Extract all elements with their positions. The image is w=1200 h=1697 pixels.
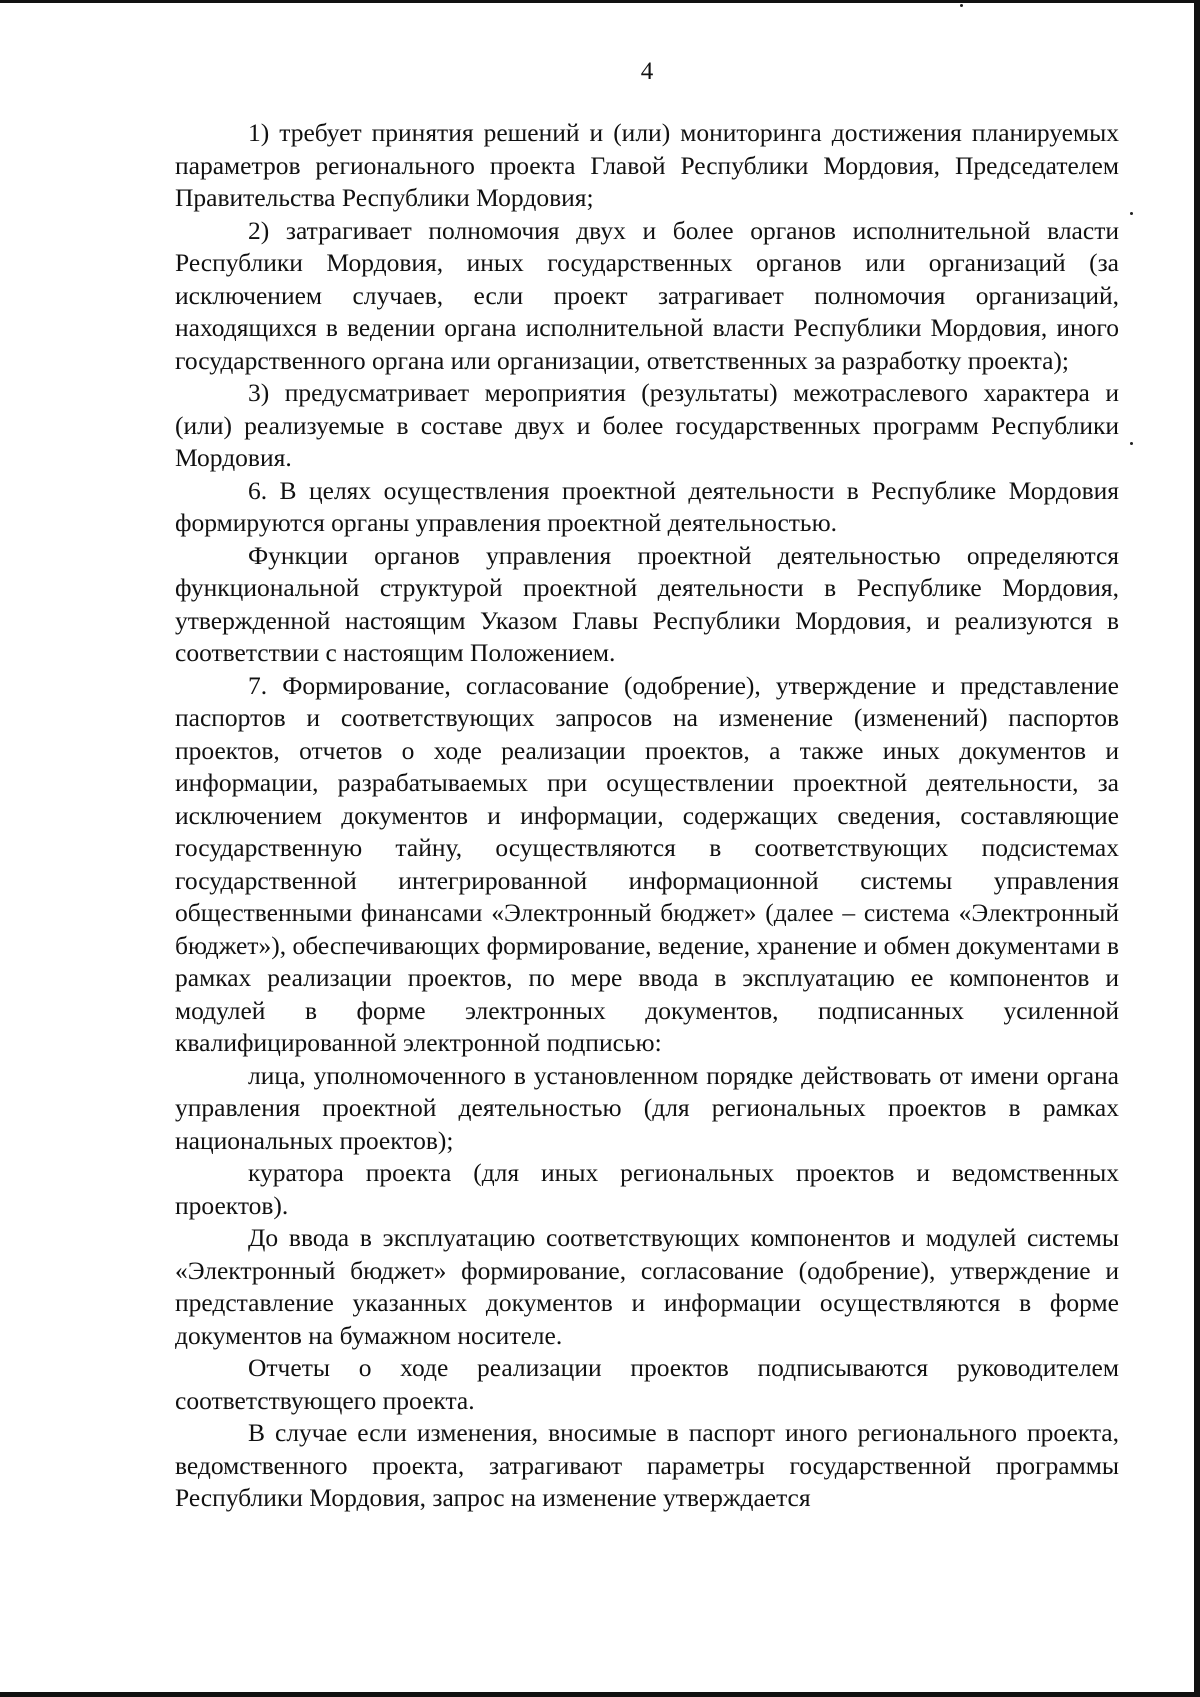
page-number: 4 xyxy=(640,58,654,85)
paragraph-authorized-person: лица, уполномоченного в установленном порядке действовать от имени органа управления проектной деятельностью (для региональных проектов в рамках национальных проектов); xyxy=(175,1060,1119,1155)
scan-speck xyxy=(960,4,963,7)
paragraph-reports: Отчеты о ходе реализации проектов подписываются руководителем соответствующего проекта. xyxy=(175,1353,1119,1415)
scan-speck xyxy=(1130,442,1133,445)
paragraph-functions: Функции органов управления проектной деятельностью определяются функциональной структурой проектной деятельности в Республике Мордовия, утвержденной настоящим Указом Главы Республики Мордовия, и реализуются в соответствии с настоящим Положением. xyxy=(175,540,1119,667)
scan-speck xyxy=(1130,212,1133,215)
paragraph-item-2: 2) затрагивает полномочия двух и более органов исполнительной власти Республики Мордовия, иных государственных органов или организаций (за исключением случаев, если проект затрагивает полномочия организаций, находящихся в ведении органа исполнительной власти Республики Мордовия, иного государственного органа или организации, ответственных за разработку проекта); xyxy=(175,215,1119,375)
document-body xyxy=(175,117,1119,1515)
paragraph-item-3: 3) предусматривает мероприятия (результаты) межотраслевого характера и (или) реализуемые в составе двух и более государственных программ Республики Мордовия. xyxy=(175,378,1119,472)
paragraph-paper-form: До ввода в эксплуатацию соответствующих компонентов и модулей системы «Электронный бюджет» формирование, согласование (одобрение), утверждение и представление указанных документов и информации осуществляются в форме документов на бумажном носителе. xyxy=(175,1223,1119,1350)
paragraph-item-1: 1) требует принятия решений и (или) мониторинга достижения планируемых параметров регионального проекта Главой Республики Мордовия, Председателем Правительства Республики Мордовия; xyxy=(175,118,1119,212)
paragraph-clause-6: 6. В целях осуществления проектной деятельности в Республике Мордовия формируются органы управления проектной деятельностью. xyxy=(175,475,1119,537)
paragraph-clause-7: 7. Формирование, согласование (одобрение), утверждение и представление паспортов и соответствующих запросов на изменение (изменений) паспортов проектов, отчетов о ходе реализации проектов, а также иных документов и информации, разрабатываемых при осуществлении проектной деятельности, за исключением документов и информации, содержащих сведения, составляющие государственную тайну, осуществляются в соответствующих подсистемах государственной интегрированной информационной системы управления общественными финансами «Электронный бюджет» (далее – система «Электронный бюджет»), обеспечивающих формирование, ведение, хранение и обмен документами в рамках реализации проектов, по мере ввода в эксплуатацию ее компонентов и модулей в форме электронных документов, подписанных усиленной квалифицированной электронной подписью: xyxy=(175,670,1119,1057)
paragraph-changes: В случае если изменения, вносимые в паспорт иного регионального проекта, ведомственного проекта, затрагивают параметры государственной программы Республики Мордовия, запрос на изменение утверждается xyxy=(175,1418,1119,1512)
paragraph-curator: куратора проекта (для иных региональных проектов и ведомственных проектов). xyxy=(175,1158,1119,1220)
